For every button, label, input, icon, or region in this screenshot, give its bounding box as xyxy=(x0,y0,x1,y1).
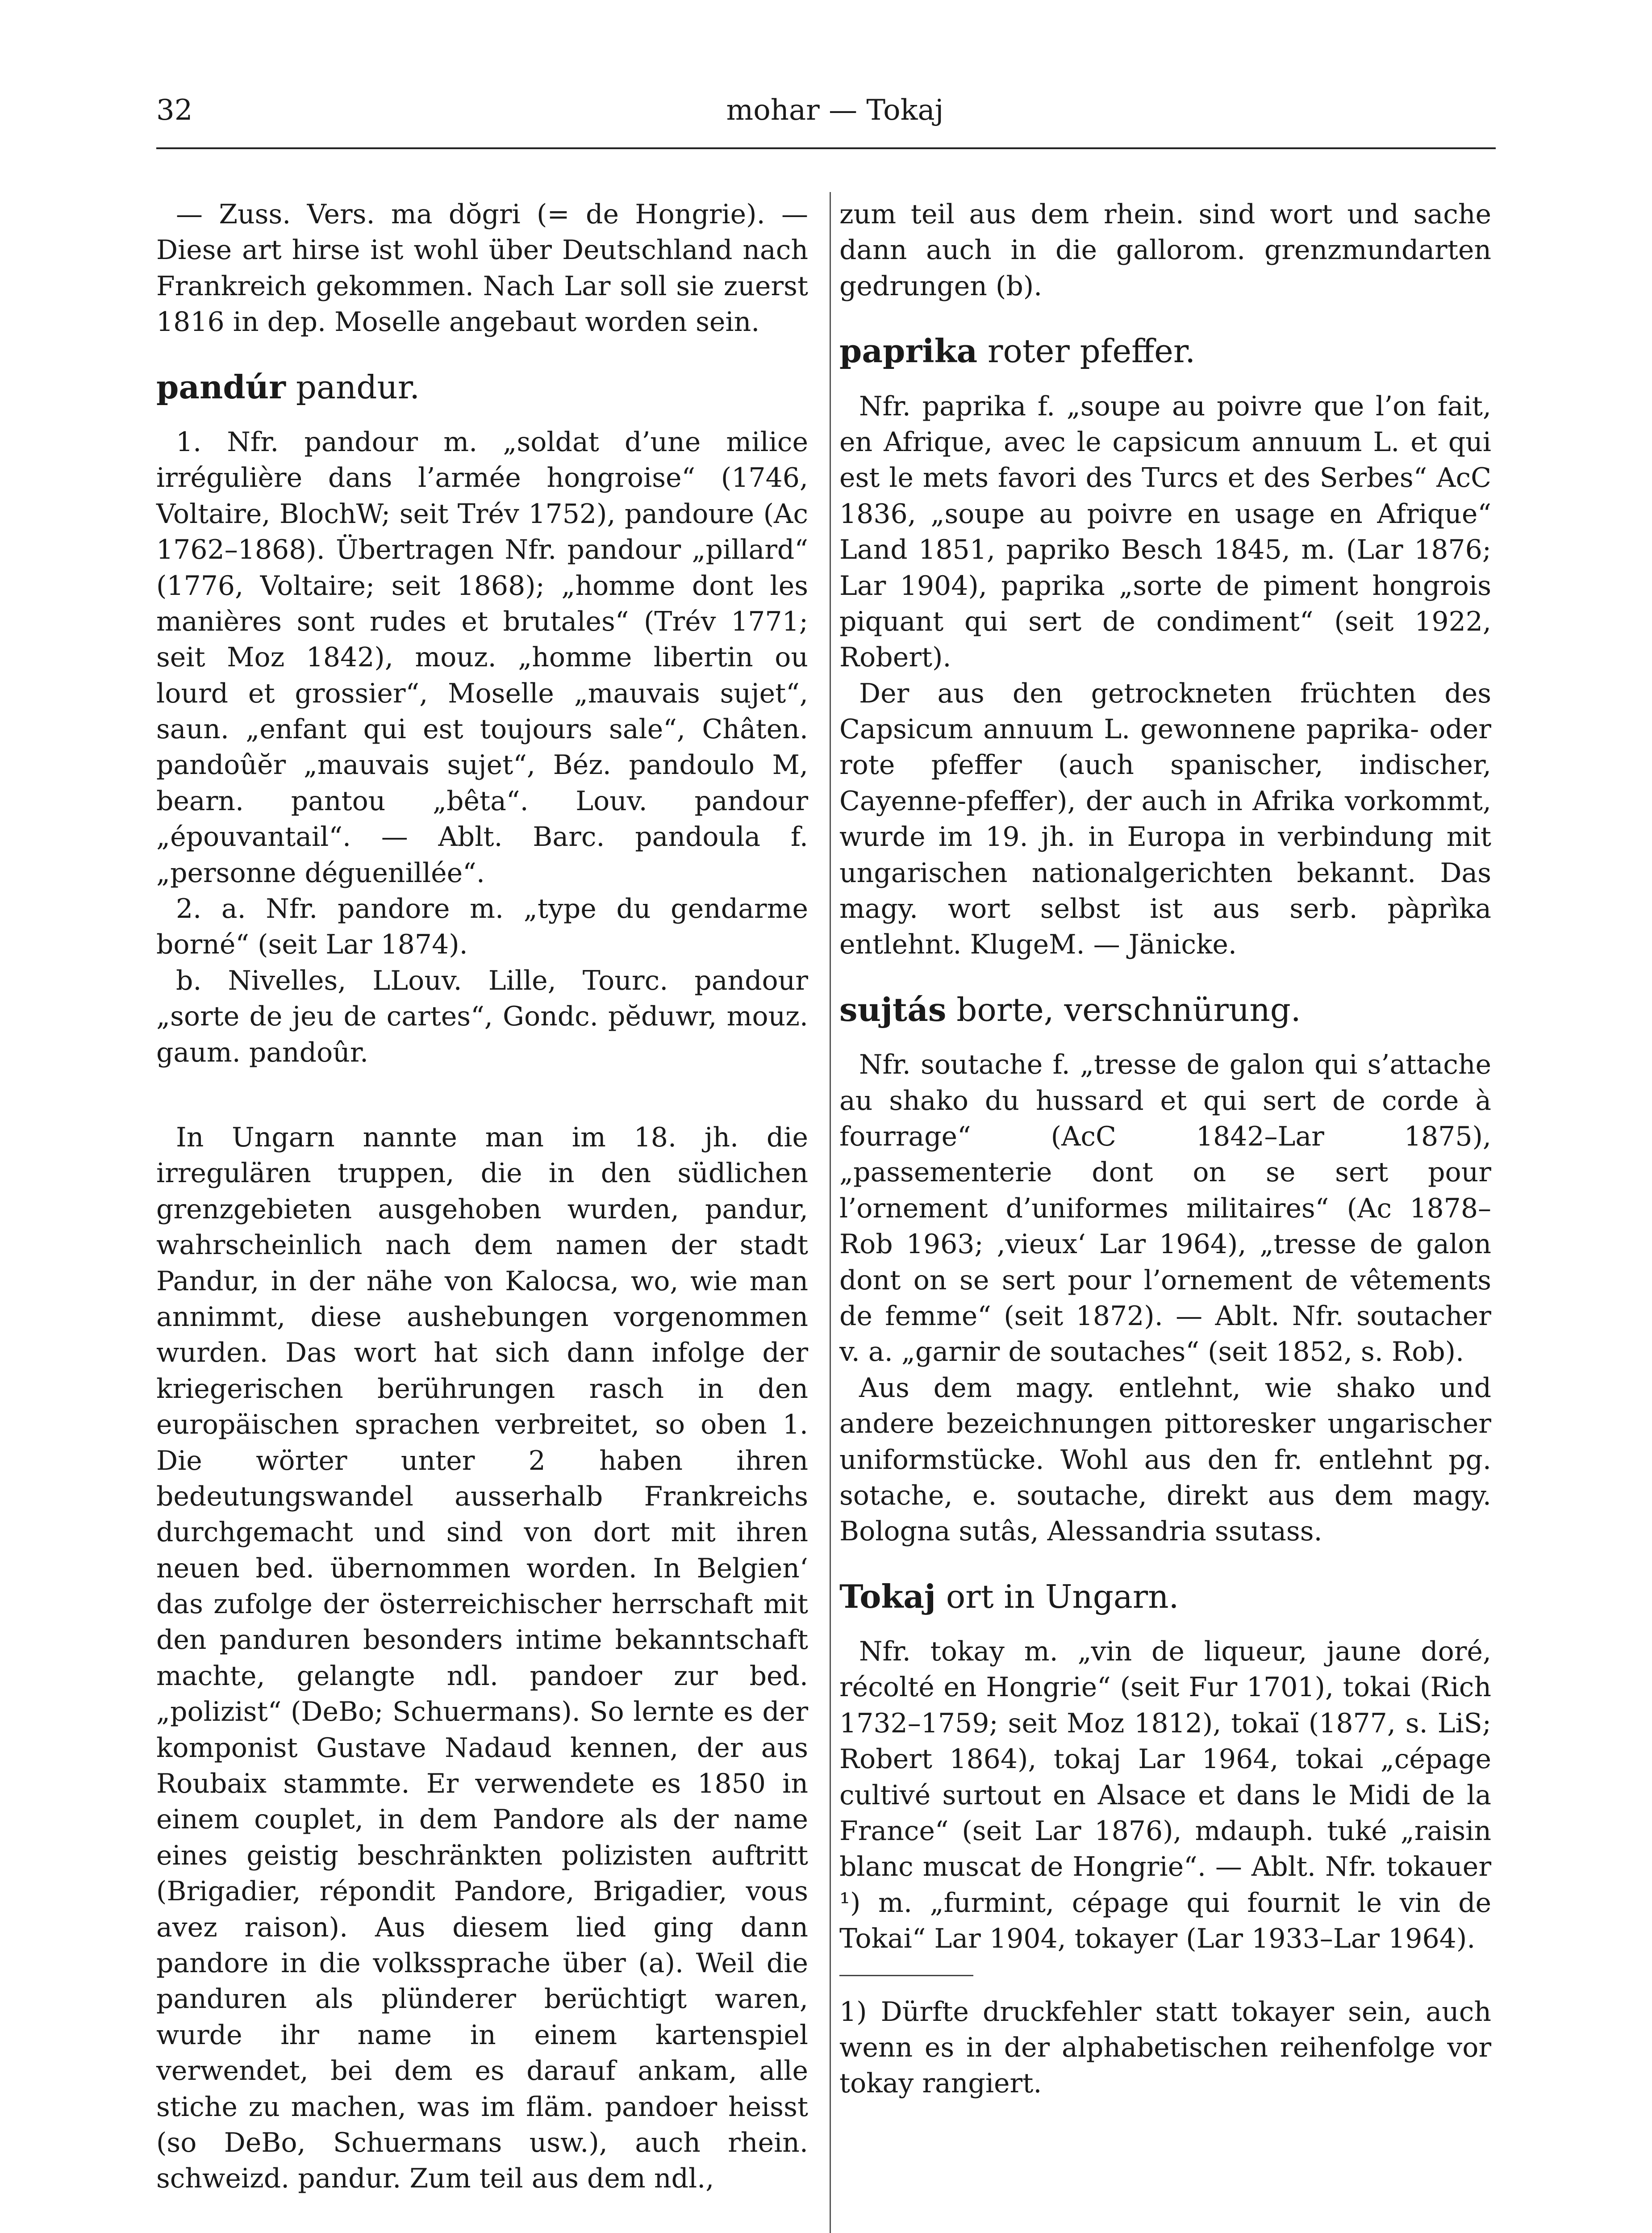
pandur-commentary: In Ungarn nannte man im 18. jh. die irregulären truppen, die in den südlichen grenzgebieten ausgehoben wurden, pandur, wahrscheinlich nach dem namen der stadt Pandur, in der nähe von Kalocsa, wo, wie man annimmt, diese aushebungen vorgenommen wurden. Das wort hat sich dann infolge der kriegerischen berührungen rasch in den europäischen sprachen verbreitet, so oben 1. Die wörter unter 2 haben ihren bedeutungswandel ausserhalb Frankreichs durchgemacht und sind von dort mit ihren neuen bed. übernommen worden. In Belgien‘ das zufolge der österreichischer herrschaft mit den panduren besonders intime bekanntschaft machte, gelangte ndl. pandoer zur bed. „polizist“ (DeBo; Schuermans). So lernte es der komponist Gustave Nadaud kennen, der aus Roubaix stammte. Er verwendete es 1850 in einem couplet, in dem Pandore als der name eines geistig beschränkten polizisten auftritt (Brigadier, répondit Pandore, Brigadier, vous avez raison). Aus diesem lied ging dann pandore in die volkssprache über (a). Weil die panduren als plünderer berüchtigt waren, wurde ihr name in einem kartenspiel verwendet, bei dem es darauf ankam, alle stiche zu machen, was im fläm. pandoer heisst (so DeBo, Schuermans usw.), auch rhein. schweizd. pandur. Zum teil aus dem ndl., xyxy=(156,1121,808,2195)
running-head: mohar — Tokaj xyxy=(726,94,944,127)
gloss-tokaj: ort in Ungarn. xyxy=(935,1577,1179,1615)
left-column xyxy=(156,197,808,2197)
footnote: 1) Dürfte druckfehler statt tokayer sein, auch wenn es in der alphabetischen reihenfolge vor tokay rangiert. xyxy=(839,1996,1491,2099)
pandur-sense-2b: b. Nivelles, LLouv. Lille, Tourc. pandour „sorte de jeu de cartes“, Gondc. pĕduwr, mouz. gaum. pandoûr. xyxy=(156,965,808,1068)
paprika-commentary: Der aus den getrockneten früchten des Capsicum annuum L. gewonnene paprika- oder rote pfeffer (auch spanischer, indischer, Cayenne-pfeffer), der auch in Afrika vorkommt, wurde im 19. jh. in Europa in verbindung mit ungarischen nationalgerichten bekannt. Das magy. wort selbst ist aus serb. pàprìka entlehnt. KlugeM. — Jänicke. xyxy=(839,677,1491,961)
header-rule xyxy=(156,147,1496,149)
column-divider xyxy=(830,192,831,2233)
headword-tokaj: Tokaj xyxy=(839,1577,936,1615)
gloss-pandur: pandur. xyxy=(285,368,420,406)
gloss-sujtas: borte, verschnürung. xyxy=(946,991,1301,1029)
footnote-rule xyxy=(839,1975,973,1976)
pandur-sense-1: 1. Nfr. pandour m. „soldat d’une milice irrégulière dans l’armée hongroise“ (1746, Voltaire, BlochW; seit Trév 1752), pandoure (Ac 1762–1868). Übertragen Nfr. pandour „pillard“ (1776, Voltaire; seit 1868); „homme dont les manières sont rudes et brutales“ (Trév 1771; seit Moz 1842), mouz. „homme libertin ou lourd et grossier“, Moselle „mauvais sujet“, saun. „enfant qui est toujours sale“, Châten. pandoûĕr „mauvais sujet“, Béz. pandoulo M, bearn. pantou „bêta“. Louv. pandour „épouvantail“. — Ablt. Barc. pandoula f. „personne déguenillée“. xyxy=(156,426,808,889)
headword-paprika: paprika xyxy=(839,332,978,370)
sujtas-forms: Nfr. soutache f. „tresse de galon qui s’attache au shako du hussard et qui sert de corde à fourrage“ (AcC 1842–Lar 1875), „passementerie dont on se sert pour l’ornement d’uniformes militaires“ (Ac 1878–Rob 1963; ,vieux‘ Lar 1964), „tresse de galon dont on se sert pour l’ornement de vêtements de femme“ (seit 1872). — Ablt. Nfr. soutacher v. a. „garnir de soutaches“ (seit 1852, s. Rob). xyxy=(839,1049,1491,1368)
headword-sujtas: sujtás xyxy=(839,990,947,1029)
entry-heading-sujtas xyxy=(839,991,1491,1029)
mohar-entry-tail: — Zuss. Vers. ma dŏgri (= de Hongrie). — Diese art hirse ist wohl über Deutschland nach Frankreich gekommen. Nach Lar soll sie zuerst 1816 in dep. Moselle angebaut worden sein. xyxy=(156,199,808,338)
pandur-sense-2a: 2. a. Nfr. pandore m. „type du gendarme borné“ (seit Lar 1874). xyxy=(156,893,808,961)
entry-heading-paprika xyxy=(839,332,1491,370)
sujtas-commentary: Aus dem magy. entlehnt, wie shako und andere bezeichnungen pittoresker ungarischer uniformstücke. Wohl aus den fr. entlehnt pg. sotache, e. soutache, direkt aus dem magy. Bologna sutâs, Alessandria ssutass. xyxy=(839,1372,1491,1547)
page-number: 32 xyxy=(156,94,193,127)
entry-heading-tokaj xyxy=(839,1577,1491,1616)
right-column xyxy=(839,197,1491,2102)
entry-heading-pandur xyxy=(156,368,808,406)
tokaj-forms: Nfr. tokay m. „vin de liqueur, jaune doré, récolté en Hongrie“ (seit Fur 1701), tokai (Rich 1732–1759; seit Moz 1812), tokaï (1877, s. LiS; Robert 1864), tokaj Lar 1964, tokai „cépage cultivé surtout en Alsace et dans le Midi de la France“ (seit Lar 1876), mdauph. tuké „raisin blanc muscat de Hongrie“. — Ablt. Nfr. tokauer ¹) m. „furmint, cépage qui fournit le vin de Tokai“ Lar 1904, tokayer (Lar 1933–Lar 1964). xyxy=(839,1636,1491,1955)
pandur-commentary-continued: zum teil aus dem rhein. sind wort und sache dann auch in die gallorom. grenzmundarten gedrungen (b). xyxy=(839,199,1491,302)
headword-pandur: pandúr xyxy=(156,368,286,406)
gloss-paprika: roter pfeffer. xyxy=(977,332,1196,370)
paprika-forms: Nfr. paprika f. „soupe au poivre que l’on fait, en Afrique, avec le capsicum annuum L. et qui est le mets favori des Turcs et des Serbes“ AcC 1836, „soupe au poivre en usage en Afrique“ Land 1851, papriko Besch 1845, m. (Lar 1876; Lar 1904), paprika „sorte de piment hongrois piquant qui sert de condiment“ (seit 1922, Robert). xyxy=(839,390,1491,673)
